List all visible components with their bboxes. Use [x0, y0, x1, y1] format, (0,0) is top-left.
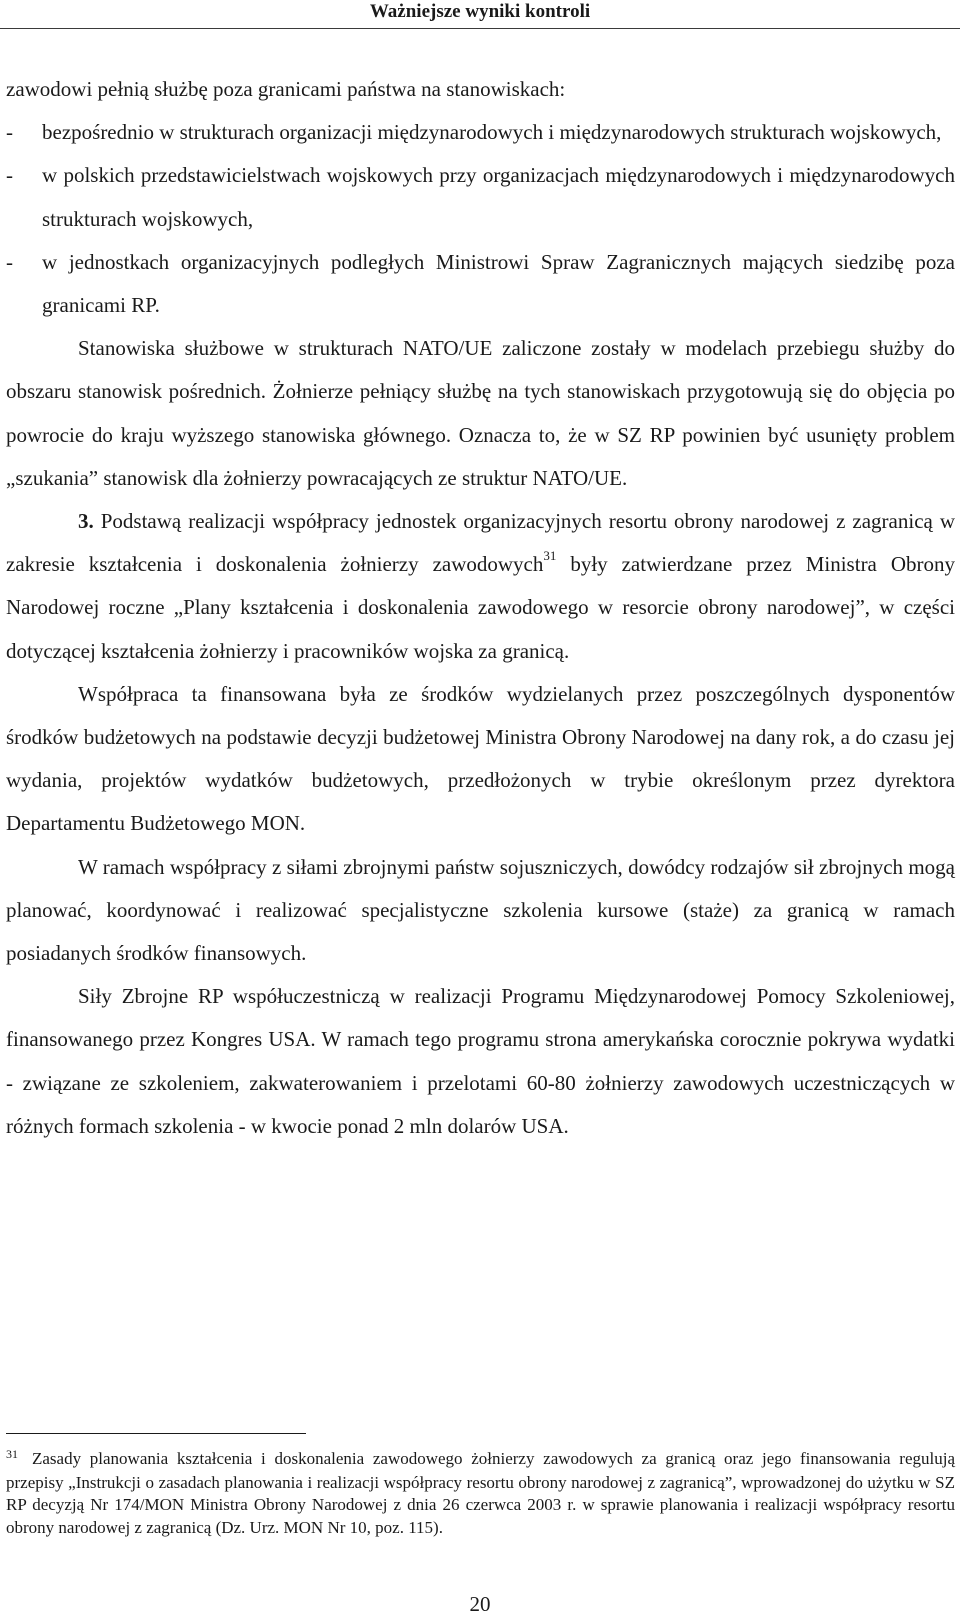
document-body — [6, 68, 955, 1148]
list-item — [6, 241, 955, 327]
section-number: 3. — [78, 509, 94, 534]
list-dash: - — [6, 163, 13, 188]
header-divider — [0, 28, 960, 29]
footnote-number: 31 — [6, 1447, 18, 1461]
financing-paragraph: Współpraca ta finansowana była ze środków wydzielanych przez poszczególnych dysponentów środków budżetowych na podstawie decyzji budżetowej Ministra Obrony Narodowej na dany rok, a do czasu jej wydania, projektów wydatków budżetowych, przedłożonych w trybie określonym przez dyrektora Departamentu Budżetowego MON. — [6, 681, 955, 836]
section-3-text-part1: Podstawą realizacji współpracy jednostek organizacyjnych resortu obrony narodowej z zagranicą w zakresie kształcenia i doskonalenia żołnierzy zawodowych — [6, 509, 955, 577]
section-3-text-part2: były zatwierdzane przez Ministra Obrony Narodowej roczne „Plany kształcenia i doskonalenia zawodowego w resorcie obrony narodowej”, w części dotyczącej kształcenia żołnierzy i pracowników wojska za granicą. — [6, 552, 955, 663]
intro-paragraph: zawodowi pełnią służbę poza granicami państwa na stanowiskach: — [6, 77, 566, 101]
list-item-text: w polskich przedstawicielstwach wojskowych przy organizacjach międzynarodowych i międzynarodowych strukturach wojskowych, — [42, 163, 955, 231]
usa-program-paragraph: Siły Zbrojne RP współuczestniczą w realizacji Programu Międzynarodowej Pomocy Szkoleniowej, finansowanego przez Kongres USA. W ramach tego programu strona amerykańska corocznie pokrywa wydatki - związane ze szkoleniem, zakwaterowaniem i przelotami 60-80 żołnierzy zawodowych uczestniczących w różnych formach szkolenia - w kwocie ponad 2 mln dolarów USA. — [6, 984, 955, 1138]
footnote-text: Zasady planowania kształcenia i doskonalenia zawodowego żołnierzy zawodowych za granicą oraz jego finansowania regulują przepisy „Instrukcji o zasadach planowania i realizacji współpracy resortu obrony narodowej z zagranicą”, wprowadzonej do użytku w SZ RP decyzją Nr 174/MON Ministra Obrony Narodowej z dnia 26 czerwca 2003 r. w sprawie planowania i realizacji współpracy resortu obrony narodowej z zagranicą (Dz. Urz. MON Nr 10, poz. 115). — [6, 1449, 955, 1538]
list-dash: - — [6, 249, 13, 274]
page-number: 20 — [469, 1592, 491, 1616]
list-item — [6, 111, 955, 154]
footnote-divider — [6, 1433, 306, 1434]
footnote-reference[interactable]: 31 — [543, 548, 557, 564]
nato-paragraph: Stanowiska służbowe w strukturach NATO/UE zaliczone zostały w modelach przebiegu służby do obszaru stanowisk pośrednich. Żołnierze pełniący służbę na tych stanowiskach przygotowują się do objęcia po powrocie do kraju wyższego stanowiska głównego. Oznacza to, że w SZ RP powinien być usunięty problem „szukania” stanowisk dla żołnierzy powracających ze struktur NATO/UE. — [6, 336, 955, 490]
list-item-text: w jednostkach organizacyjnych podległych Ministrowi Spraw Zagranicznych mających siedzibę poza granicami RP. — [42, 249, 955, 318]
page-header-title: Ważniejsze wyniki kontroli — [369, 1, 591, 22]
list-dash: - — [6, 120, 13, 145]
section-3-paragraph — [6, 500, 955, 673]
footnote — [6, 1448, 955, 1540]
list-item-text: bezpośrednio w strukturach organizacji międzynarodowych i międzynarodowych strukturach wojskowych, — [42, 120, 942, 145]
allied-cooperation-paragraph: W ramach współpracy z siłami zbrojnymi państw sojuszniczych, dowódcy rodzajów sił zbrojnych mogą planować, koordynować i realizować specjalistyczne szkolenia kursowe (staże) za granicą w ramach posiadanych środków finansowych. — [6, 854, 955, 966]
list-item — [6, 154, 955, 240]
